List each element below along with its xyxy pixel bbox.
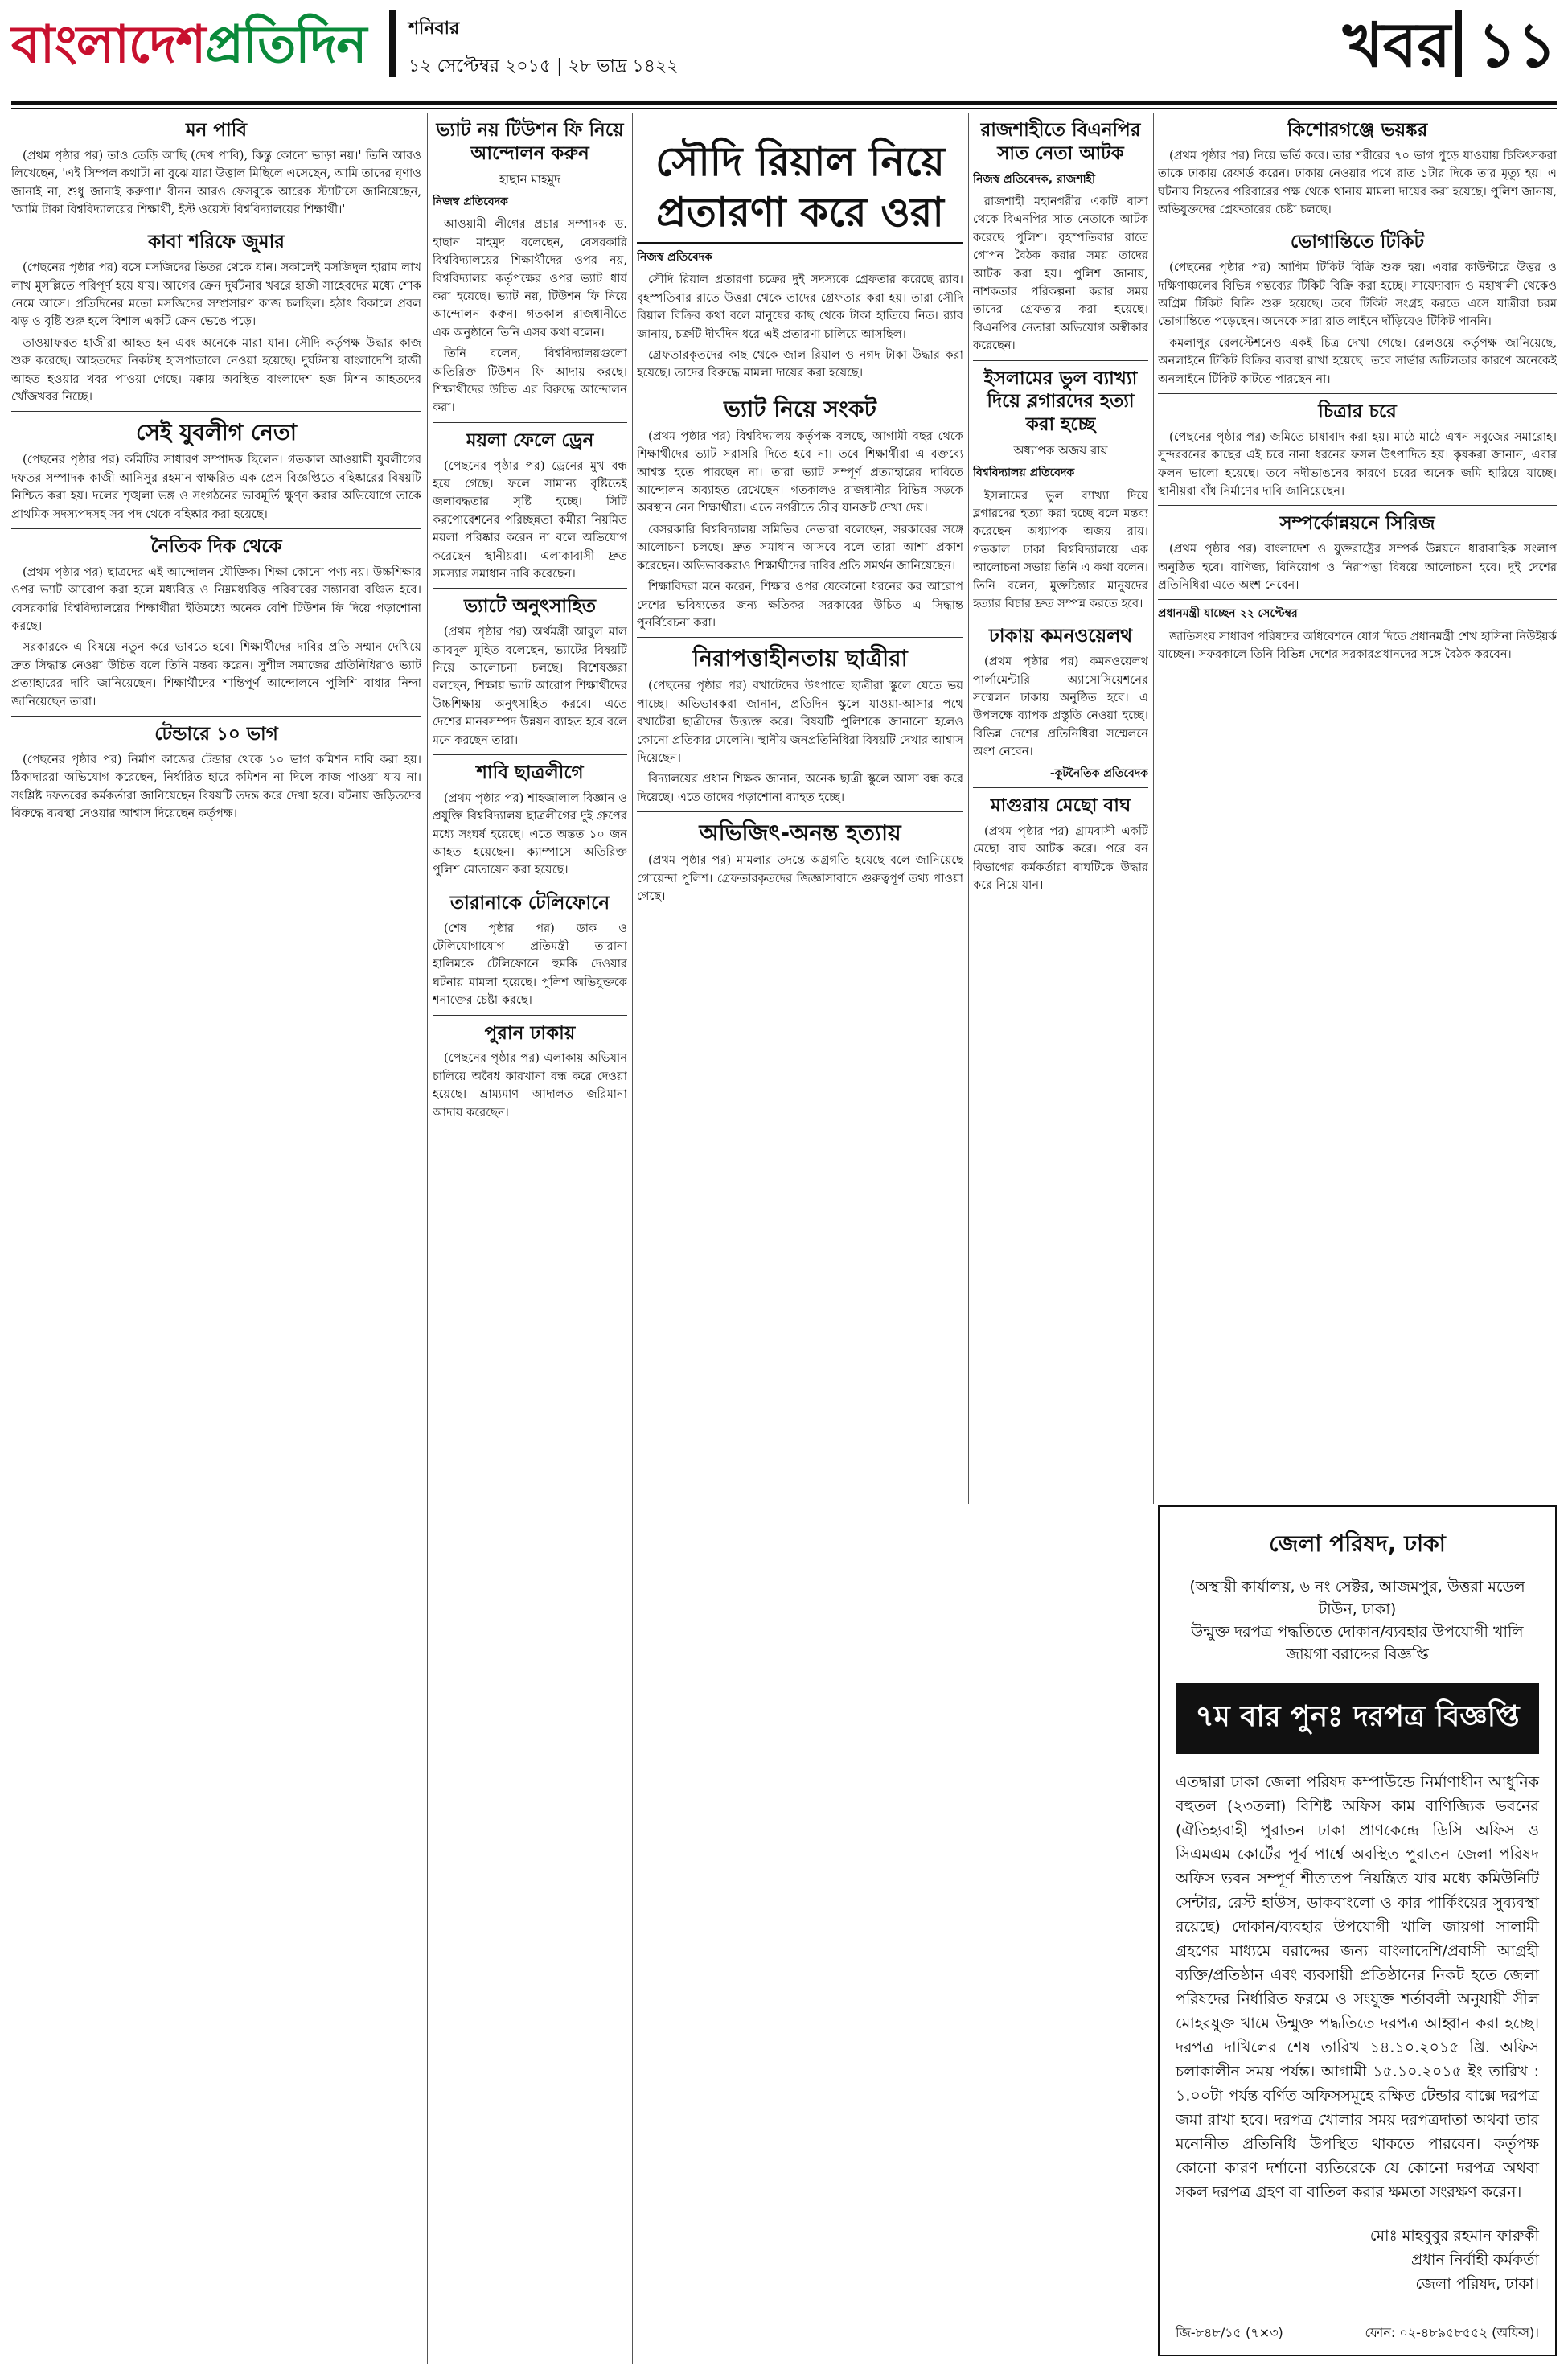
column-5 xyxy=(1158,113,1557,1497)
divider xyxy=(637,811,963,812)
divider xyxy=(637,242,963,244)
column-rule xyxy=(632,113,633,2364)
article-heading[interactable]: মন পাবি xyxy=(185,120,248,141)
ad-banner: ৭ম বার পুনঃ দরপত্র বিজ্ঞপ্তি xyxy=(1176,1683,1539,1754)
article-heading[interactable]: কিশোরগঞ্জে ভয়ঙ্কর xyxy=(1287,120,1428,141)
divider xyxy=(433,754,627,755)
article-heading[interactable]: ভ্যাট নিয়ে সংকট xyxy=(724,395,876,422)
divider xyxy=(973,360,1148,361)
section-name: খবর xyxy=(1342,9,1451,80)
article-paragraph: (পেছনের পৃষ্ঠার পর) ড্রেনের মুখ বন্ধ হয়ে গেছে। ফলে সামান্য বৃষ্টিতেই জলাবদ্ধতার সৃষ্টি হচ্ছে। সিটি করপোরেশনের পরিচ্ছন্নতা কর্মীরা নিয়মিত ময়লা পরিষ্কার করেন না বলে অভিযোগ করেছেন স্থানীয়রা। এলাকাবাসী দ্রুত সমস্যার সমাধান দাবি করেছেন। xyxy=(433,458,627,581)
column-rule xyxy=(427,113,428,2364)
article-paragraph: (পেছনের পৃষ্ঠার পর) বখাটেদের উৎপাতে ছাত্রীরা স্কুলে যেতে ভয় পাচ্ছে। অভিভাবকরা জানান, প্রতিদিন স্কুলে যাওয়া-আসার পথে বখাটেরা ছাত্রীদের উত্ত্যক্ত করে। বিষয়টি পুলিশকে জানানো হলেও কোনো প্রতিকার মেলেনি। স্থানীয় জনপ্রতিনিধিরা বিষয়টি দেখার আশ্বাস দিয়েছেন। xyxy=(637,679,963,765)
article-heading[interactable]: ভোগান্তিতে টিকিট xyxy=(1290,232,1425,253)
article-heading[interactable]: চিত্রার চরে xyxy=(1318,400,1397,422)
article-heading[interactable]: ইসলামের ভুল ব্যাখ্যা দিয়ে ব্লগারদের হত্যা করা হচ্ছে xyxy=(983,368,1138,436)
ad-address: (অস্থায়ী কার্যালয়, ৬ নং সেক্টর, আজমপুর, উত্তরা মডেল টাউন, ঢাকা) xyxy=(1189,1578,1525,1618)
article-heading[interactable]: মাগুরায় মেছো বাঘ xyxy=(990,795,1131,817)
reporter-desk: নিজস্ব প্রতিবেদক xyxy=(433,195,508,208)
divider xyxy=(1158,505,1557,506)
article-paragraph: (প্রথম পৃষ্ঠার পর) শাহজালাল বিজ্ঞান ও প্রযুক্তি বিশ্ববিদ্যালয় ছাত্রলীগের দুই গ্রুপের মধ্যে সংঘর্ষ হয়েছে। এতে অন্তত ১০ জন আহত হয়েছেন। ক্যাম্পাসে অতিরিক্ত পুলিশ মোতায়েন করা হয়েছে। xyxy=(433,791,627,877)
article-paragraph: (প্রথম পৃষ্ঠার পর) বাংলাদেশ ও যুক্তরাষ্ট্রের সম্পর্ক উন্নয়নে ধারাবাহিক সংলাপ অনুষ্ঠিত হবে। বাণিজ্য, বিনিয়োগ ও নিরাপত্তা বিষয়ে আলোচনা হবে। দুই দেশের প্রতিনিধিরা এতে অংশ নেবেন। xyxy=(1158,542,1557,592)
article-heading[interactable]: কাবা শরিফে জুমার xyxy=(148,232,285,253)
article-heading[interactable]: ঢাকায় কমনওয়েলথ xyxy=(988,626,1133,647)
article-paragraph: (প্রথম পৃষ্ঠার পর) অর্থমন্ত্রী আবুল মাল আবদুল মুহিত বলেছেন, ভ্যাটের বিষয়টি নিয়ে আলোচনা চলছে। বিশেষজ্ঞরা বলছেন, শিক্ষায় ভ্যাট আরোপ শিক্ষার্থীদের উচ্চশিক্ষায় অনুৎসাহিত করবে। এতে দেশের মানবসম্পদ উন্নয়ন ব্যাহত হবে বলে মনে করছেন তারা। xyxy=(433,625,627,747)
divider xyxy=(1158,393,1557,394)
article-byline: অধ্যাপক অজয় রায় xyxy=(1013,442,1108,458)
divider xyxy=(973,787,1148,788)
article-heading[interactable]: ময়লা ফেলে ড্রেন xyxy=(466,429,594,451)
column-rule xyxy=(1153,113,1154,1504)
column-4 xyxy=(973,113,1148,1504)
article-paragraph: (পেছনের পৃষ্ঠার পর) আগিম টিকিট বিক্রি শুরু হয়। এবার কাউন্টারে উত্তর ও দক্ষিণাঞ্চলের বিভিন্ন গন্তব্যের টিকিট বিক্রি করা হচ্ছে। সায়েদাবাদ ও মহাখালী থেকেও অগ্রিম টিকিট বিক্রি শুরু হয়েছে। তবে টিকিট সংগ্রহ করতে এসে যাত্রীরা চরম ভোগান্তিতে পড়েছেন। অনেকে সারা রাত লাইনে দাঁড়িয়েও টিকিট পাননি। xyxy=(1158,261,1557,329)
article-paragraph: আওয়ামী লীগের প্রচার সম্পাদক ড. হাছান মাহমুদ বলেছেন, বেসরকারি বিশ্ববিদ্যালয়ের শিক্ষার্থীদের ওপর নয়, বিশ্ববিদ্যালয় কর্তৃপক্ষের ওপর ভ্যাট ধার্য করা হয়েছে। ভ্যাট নয়, টিউশন ফি নিয়ে আন্দোলন করুন। গতকাল রাজধানীতে এক অনুষ্ঠানে তিনি এসব কথা বলেন। xyxy=(433,217,627,339)
article-paragraph: (শেষ পৃষ্ঠার পর) ডাক ও টেলিযোগাযোগ প্রতিমন্ত্রী তারানা হালিমকে টেলিফোনে হুমকি দেওয়ার ঘটনায় মামলা হয়েছে। পুলিশ অভিযুক্তকে শনাক্তের চেষ্টা করছে। xyxy=(433,921,627,1008)
article-paragraph: (প্রথম পৃষ্ঠার পর) নিয়ে ভর্তি করে। তার শরীরের ৭০ ভাগ পুড়ে যাওয়ায় চিকিৎসকরা তাকে ঢাকায় রেফার্ড করেন। ঢাকায় নেওয়ার পথে রাত ১টার দিকে তার মৃত্যু হয়। এ ঘটনায় নিহতের পরিবারের পক্ষ থেকে থানায় মামলা দায়ের করা হয়েছে। পুলিশ জানায়, অভিযুক্তদের গ্রেফতারের চেষ্টা চলছে। xyxy=(1158,148,1557,216)
article-paragraph: কমলাপুর রেলস্টেশনেও একই চিত্র দেখা গেছে। রেলওয়ে কর্তৃপক্ষ জানিয়েছে, অনলাইনে টিকিট বিক্রির ব্যবস্থা রাখা হয়েছে। তবে সার্ভার জটিলতার কারণে অনেকেই অনলাইনে টিকিট কাটতে পারছেন না। xyxy=(1158,335,1557,386)
logo-part-protidin: প্রতিদিন xyxy=(205,15,367,75)
logo-part-bangladesh: বাংলাদেশ xyxy=(11,15,206,75)
article-paragraph: (প্রথম পৃষ্ঠার পর) বিশ্ববিদ্যালয় কর্তৃপক্ষ বলছে, আগামী বছর থেকে শিক্ষার্থীদের ভ্যাট সরাসরি দিতে হবে না। তবে শিক্ষার্থীরা এ বক্তব্যে আশ্বস্ত হতে পারছেন না। তারা ভ্যাট সম্পূর্ণ প্রত্যাহারের দাবিতে আন্দোলন অব্যাহত রেখেছেন। গতকালও রাজধানীর বিভিন্ন সড়কে অবস্থান নেন শিক্ষার্থীরা। এতে নগরীতে তীব্র যানজট দেখা দেয়। xyxy=(637,429,963,515)
divider xyxy=(11,716,421,717)
reporter-desk: বিশ্ববিদ্যালয় প্রতিবেদক xyxy=(973,466,1075,480)
masthead-divider-right xyxy=(1455,10,1462,77)
masthead-rule-thin xyxy=(11,108,1557,109)
article-heading[interactable]: শাবি ছাত্রলীগে xyxy=(476,762,584,783)
article-paragraph: জাতিসংঘ সাধারণ পরিষদের অধিবেশনে যোগ দিতে প্রধানমন্ত্রী শেখ হাসিনা নিউইয়র্ক যাচ্ছেন। সফরকালে তিনি বিভিন্ন দেশের সরকারপ্রধানদের সঙ্গে বৈঠক করবেন। xyxy=(1158,629,1557,662)
article-heading[interactable]: টেন্ডারে ১০ ভাগ xyxy=(154,724,278,745)
masthead-rule xyxy=(11,101,1557,105)
divider xyxy=(433,422,627,423)
article-paragraph: (প্রথম পৃষ্ঠার পর) মামলার তদন্তে অগ্রগতি হয়েছে বলে জানিয়েছে গোয়েন্দা পুলিশ। গ্রেফতারকৃতদের জিজ্ঞাসাবাদে গুরুত্বপূর্ণ তথ্য পাওয়া গেছে। xyxy=(637,853,963,903)
issue-date-block xyxy=(408,14,679,82)
article-paragraph: গ্রেফতারকৃতদের কাছ থেকে জাল রিয়াল ও নগদ টাকা উদ্ধার করা হয়েছে। তাদের বিরুদ্ধে মামলা দায়ের করা হয়েছে। xyxy=(637,348,963,380)
article-paragraph: (প্রথম পৃষ্ঠার পর) ছাত্রদের এই আন্দোলন যৌক্তিক। শিক্ষা কোনো পণ্য নয়। উচ্চশিক্ষার ওপর ভ্যাট আরোপ করা হলে মধ্যবিত্ত ও নিম্নমধ্যবিত্ত পরিবারের সন্তানরা বঞ্চিত হবে। বেসরকারি বিশ্ববিদ্যালয়ের শিক্ষার্থীরা ইতিমধ্যে অনেক বেশি টিউশন ফি দিয়ে পড়াশোনা করছে। xyxy=(11,565,421,633)
signatory-name: মোঃ মাহবুবুর রহমান ফারুকী xyxy=(1369,2227,1539,2245)
column-1 xyxy=(11,113,421,2364)
page-number: ১১ xyxy=(1477,9,1557,80)
article-paragraph: তিনি বলেন, বিশ্ববিদ্যালয়গুলো অতিরিক্ত টিউশন ফি আদায় করছে। শিক্ষার্থীদের উচিত এর বিরুদ্ধে আন্দোলন করা। xyxy=(433,347,627,415)
article-paragraph: সৌদি রিয়াল প্রতারণা চক্রের দুই সদস্যকে গ্রেফতার করেছে র‌্যাব। বৃহস্পতিবার রাতে উত্তরা থেকে তাদের গ্রেফতার করা হয়। তারা সৌদি রিয়াল বিক্রির কথা বলে মানুষের কাছ থেকে টাকা হাতিয়ে নিত। র‌্যাব জানায়, চক্রটি দীর্ঘদিন ধরে এই প্রতারণা চালিয়ে আসছিল। xyxy=(637,273,963,341)
article-paragraph: (প্রথম পৃষ্ঠার পর) তাও তেড়ি আছি (দেখ পাবি), কিন্তু কোনো ভাড়া নয়।' তিনি আরও লিখেছেন, 'এই সিম্পল কথাটা না বুঝে যারা উত্তাল মিছিলে এসেছেন, আমি তাদের ঘৃণাও জানাই না, শুধু জানাই করুণা।' বীনন আরও ফেসবুকে আরেক স্ট্যাটাসে জানিয়েছেন, 'আমি টাকা বিশ্ববিদ্যালয়ের শিক্ষার্থী, ইস্ট ওয়েস্ট বিশ্ববিদ্যালয়ের শিক্ষার্থী।' xyxy=(11,148,421,216)
column-rule xyxy=(968,113,969,1504)
ad-footer xyxy=(1176,2314,1539,2344)
article-paragraph: (পেছনের পৃষ্ঠার পর) কমিটির সাধারণ সম্পাদক ছিলেন। গতকাল আওয়ামী যুবলীগের দফতর সম্পাদক কাজী আনিসুর রহমান স্বাক্ষরিত এক প্রেস বিজ্ঞপ্তিতে বহিষ্কারের বিষয়টি নিশ্চিত করা হয়। দলের শৃঙ্খলা ভঙ্গ ও সংগঠনের ভাবমূর্তি ক্ষুণ্ন করার অভিযোগে তাকে প্রাথমিক সদস্যপদসহ সব পদ থেকে বহিষ্কার করা হয়েছে। xyxy=(11,453,421,521)
article-heading[interactable]: সম্পর্কোন্নয়নে সিরিজ xyxy=(1279,513,1435,535)
divider xyxy=(1158,599,1557,600)
ad-title: জেলা পরিষদ, ঢাকা xyxy=(1269,1530,1446,1557)
reporter-desk: -কূটনৈতিক প্রতিবেদক xyxy=(1049,766,1148,780)
article-paragraph: (পেছনের পৃষ্ঠার পর) এলাকায় অভিযান চালিয়ে অবৈধ কারখানা বন্ধ করে দেওয়া হয়েছে। ভ্রাম্যমাণ আদালত জরিমানা আদায় করেছেন। xyxy=(433,1051,627,1119)
masthead-divider xyxy=(389,10,396,77)
ad-signature xyxy=(1176,2224,1539,2296)
signatory-title: প্রধান নির্বাহী কর্মকর্তা xyxy=(1411,2251,1539,2269)
article-heading[interactable]: তারানাকে টেলিফোনে xyxy=(449,892,610,914)
ad-phone: ফোন: ০২-৪৮৯৫৮৫৫২ (অফিস)। xyxy=(1365,2325,1539,2340)
ad-body: এতদ্বারা ঢাকা জেলা পরিষদ কম্পাউন্ডে নির্মাণাধীন আধুনিক বহুতল (২৩তলা) বিশিষ্ট অফিস কাম বাণিজ্যিক ভবনের (ঐতিহ্যবাহী পুরাতন ঢাকা প্রাণকেন্দ্রে ডিসি অফিস ও সিএমএম কোর্টের পূর্ব পার্শ্বে অবস্থিত পুরাতন জেলা পরিষদ অফিস ভবন সম্পূর্ণ শীতাতপ নিয়ন্ত্রিত যার মধ্যে কমিউনিটি সেন্টার, রেস্ট হাউস, ডাকবাংলো ও কার পার্কিংয়ের সুব্যবস্থা রয়েছে) দোকান/ব্যবহার উপযোগী খালি জায়গা সালামী গ্রহণের মাধ্যমে বরাদ্দের জন্য বাংলাদেশি/প্রবাসী আগ্রহী ব্যক্তি/প্রতিষ্ঠান এবং ব্যবসায়ী প্রতিষ্ঠানের নিকট হতে জেলা পরিষদের নির্ধারিত ফরমে ও সংযুক্ত শর্তাবলী অনুযায়ী সীল মোহরযুক্ত খামে উন্মুক্ত পদ্ধতিতে দরপত্র আহ্বান করা হচ্ছে। দরপত্র দাখিলের শেষ তারিখ ১৪.১০.২০১৫ খ্রি. অফিস চলাকালীন সময় পর্যন্ত। আগামী ১৫.১০.২০১৫ ইং তারিখ : ১.০০টা পর্যন্ত বর্ণিত অফিসসমূহে রক্ষিত টেন্ডার বাক্সে দরপত্র জমা রাখা হবে। দরপত্র খোলার সময় দরপত্রদাতা অথবা তার মনোনীত প্রতিনিধি উপস্থিত থাকতে পারবেন। কর্তৃপক্ষ কোনো কারণ দর্শানো ব্যতিরেকে যে কোনো দরপত্র অথবা সকল দরপত্র গ্রহণ বা বাতিল করার ক্ষমতা সংরক্ষণ করেন। xyxy=(1176,1773,1539,2201)
ad-reference: জি-৮৪৮/১৫ (৭×৩) xyxy=(1176,2325,1283,2340)
divider xyxy=(637,637,963,638)
article-paragraph: (প্রথম পৃষ্ঠার পর) গ্রামবাসী একটি মেছো বাঘ আটক করে। পরে বন বিভাগের কর্মকর্তারা বাঘটিকে উদ্ধার করে নিয়ে যান। xyxy=(973,824,1148,893)
article-paragraph: (পেছনের পৃষ্ঠার পর) জমিতে চাষাবাদ করা হয়। মাঠে মাঠে এখন সবুজের সমারোহ। সুন্দরবনের কাছের এই চরে নানা ধরনের ফসল উৎপাদিত হয়। কৃষকরা জানান, এবার ফলন ভালো হয়েছে। তবে নদীভাঙনের কারণে চরের অনেক জমি হারিয়ে যাচ্ছে। স্থানীয়রা বাঁধ নির্মাণের দাবি জানিয়েছেন। xyxy=(1158,429,1557,498)
divider xyxy=(433,1015,627,1016)
article-paragraph: তাওয়াফরত হাজীরা আহত হন এবং অনেকে মারা যান। সৌদি কর্তৃপক্ষ উদ্ধার কাজ শুরু করেছে। আহতদের নিকটস্থ হাসপাতালে নেওয়া হয়েছে। দুর্ঘটনায় বাংলাদেশি হাজী আহত হওয়ার খবর পাওয়া গেছে। মক্কায় অবস্থিত বাংলাদেশ হজ মিশন আহতদের খোঁজখবর নিচ্ছে। xyxy=(11,335,421,404)
article-heading[interactable]: পুরান ঢাকায় xyxy=(484,1022,576,1044)
article-paragraph: বিদ্যালয়ের প্রধান শিক্ষক জানান, অনেক ছাত্রী স্কুলে আসা বন্ধ করে দিয়েছে। এতে তাদের পড়াশোনা ব্যাহত হচ্ছে। xyxy=(637,772,963,804)
article-heading[interactable]: ভ্যাট নয় টিউশন ফি নিয়ে আন্দোলন করুন xyxy=(436,120,624,164)
article-paragraph: শিক্ষাবিদরা মনে করেন, শিক্ষার ওপর যেকোনো ধরনের কর আরোপ দেশের ভবিষ্যতের জন্য ক্ষতিকর। সরকারের উচিত এ সিদ্ধান্ত পুনর্বিবেচনা করা। xyxy=(637,580,963,630)
article-paragraph: রাজশাহী মহানগরীর একটি বাসা থেকে বিএনপির সাত নেতাকে আটক করেছে পুলিশ। বৃহস্পতিবার রাতে গোপন বৈঠক করার সময় তাদের আটক করা হয়। পুলিশ জানায়, নাশকতার পরিকল্পনা করার সময় তাদের গ্রেফতার করা হয়েছে। বিএনপির নেতারা অভিযোগ অস্বীকার করেছেন। xyxy=(973,194,1148,353)
newspaper-logo[interactable] xyxy=(11,6,366,84)
article-byline: হাছান মাহমুদ xyxy=(499,171,561,187)
article-paragraph: (প্রথম পৃষ্ঠার পর) কমনওয়েলথ পার্লামেন্টারি অ্যাসোসিয়েশনের সম্মেলন ঢাকায় অনুষ্ঠিত হবে। এ উপলক্ষে ব্যাপক প্রস্তুতি নেওয়া হচ্ছে। বিভিন্ন দেশের প্রতিনিধিরা সম্মেলনে অংশ নেবেন। xyxy=(973,655,1148,759)
article-heading[interactable]: অভিজিৎ-অনন্ত হত্যায় xyxy=(699,819,901,847)
article-heading[interactable]: রাজশাহীতে বিএনপির সাত নেতা আটক xyxy=(980,120,1141,164)
tender-advertisement xyxy=(1158,1505,1557,2356)
masthead xyxy=(11,6,1557,117)
article-paragraph: বেসরকারি বিশ্ববিদ্যালয় সমিতির নেতারা বলেছেন, সরকারের সঙ্গে আলোচনা চলছে। দ্রুত সমাধান আসবে বলে তারা আশা প্রকাশ করেছেন। অভিভাবকরাও শিক্ষার্থীদের দাবির প্রতি সমর্থন জানিয়েছেন। xyxy=(637,522,963,573)
issue-day: শনিবার xyxy=(408,18,460,39)
divider xyxy=(11,411,421,412)
column-2 xyxy=(433,113,627,2364)
reporter-desk: নিজস্ব প্রতিবেদক, রাজশাহী xyxy=(973,172,1095,186)
ad-subtitle: উন্মুক্ত দরপত্র পদ্ধতিতে দোকান/ব্যবহার উপযোগী খালি জায়গা বরাদ্দের বিজ্ঞপ্তি xyxy=(1191,1623,1524,1663)
divider xyxy=(433,588,627,589)
lead-headline[interactable]: সৌদি রিয়াল নিয়ে প্রতারণা করে ওরা xyxy=(655,138,945,236)
article-heading-inline[interactable]: প্রধানমন্ত্রী যাচ্ছেন ২২ সেপ্টেম্বর xyxy=(1158,607,1298,621)
article-paragraph: (পেছনের পৃষ্ঠার পর) নির্মাণ কাজের টেন্ডার থেকে ১০ ভাগ কমিশন দাবি করা হয়। ঠিকাদাররা অভিযোগ করেছেন, নির্ধারিত হারে কমিশন না দিলে কাজ পাওয়া যায় না। সংশ্লিষ্ট দফতরের কর্মকর্তারা জানিয়েছেন বিষয়টি তদন্ত করে দেখা হবে। ঘটনায় জড়িতদের বিরুদ্ধে ব্যবস্থা নেওয়ার আশ্বাস দিয়েছেন কর্তৃপক্ষ। xyxy=(11,752,421,820)
article-heading[interactable]: ভ্যাটে অনুৎসাহিত xyxy=(464,596,596,618)
column-3 xyxy=(637,113,963,2364)
signatory-org: জেলা পরিষদ, ঢাকা। xyxy=(1415,2275,1539,2293)
article-paragraph: সরকারকে এ বিষয়ে নতুন করে ভাবতে হবে। শিক্ষার্থীদের দাবির প্রতি সম্মান দেখিয়ে দ্রুত সিদ্ধান্ত নেওয়া উচিত বলে তিনি মন্তব্য করেন। সুশীল সমাজের প্রতিনিধিরাও ভ্যাট প্রত্যাহারের দাবি জানিয়েছেন। শিক্ষার্থীদের শান্তিপূর্ণ আন্দোলনে পুলিশি বাধার নিন্দা জানিয়েছেন তারা। xyxy=(11,640,421,709)
reporter-desk: নিজস্ব প্রতিবেদক xyxy=(637,251,712,264)
divider xyxy=(11,528,421,529)
article-heading[interactable]: নিরাপত্তাহীনতায় ছাত্রীরা xyxy=(692,645,908,672)
article-heading[interactable]: সেই যুবলীগ নেতা xyxy=(135,419,298,446)
article-paragraph: (পেছনের পৃষ্ঠার পর) বসে মসজিদের ভিতর থেকে যান। সকালেই মসজিদুল হারাম লাখ লাখ মুসল্লিতে পরিপূর্ণ হয়ে যায়। আগের ক্রেন দুর্ঘটনার খবরে হাজী সাহেবদের মধ্যে শোক নেমে আসে। প্রতিদিনের মতো মসজিদের সম্প্রসারণ কাজ চলছিল। হঠাৎ বিকালে প্রবল ঝড় ও বৃষ্টি শুরু হলে বিশাল একটি ক্রেন ভেঙে পড়ে। xyxy=(11,261,421,329)
issue-date: ১২ সেপ্টেম্বর ২০১৫ | ২৮ ভাদ্র ১৪২২ xyxy=(408,56,679,76)
article-heading[interactable]: নৈতিক দিক থেকে xyxy=(150,536,282,557)
article-paragraph: ইসলামের ভুল ব্যাখ্যা দিয়ে ব্লগারদের হত্যা করা হচ্ছে বলে মন্তব্য করেছেন অধ্যাপক অজয় রায়। গতকাল ঢাকা বিশ্ববিদ্যালয়ে এক আলোচনা সভায় তিনি এ কথা বলেন। তিনি বলেন, মুক্তচিন্তার মানুষদের হত্যার বিচার দ্রুত সম্পন্ন করতে হবে। xyxy=(973,488,1148,611)
